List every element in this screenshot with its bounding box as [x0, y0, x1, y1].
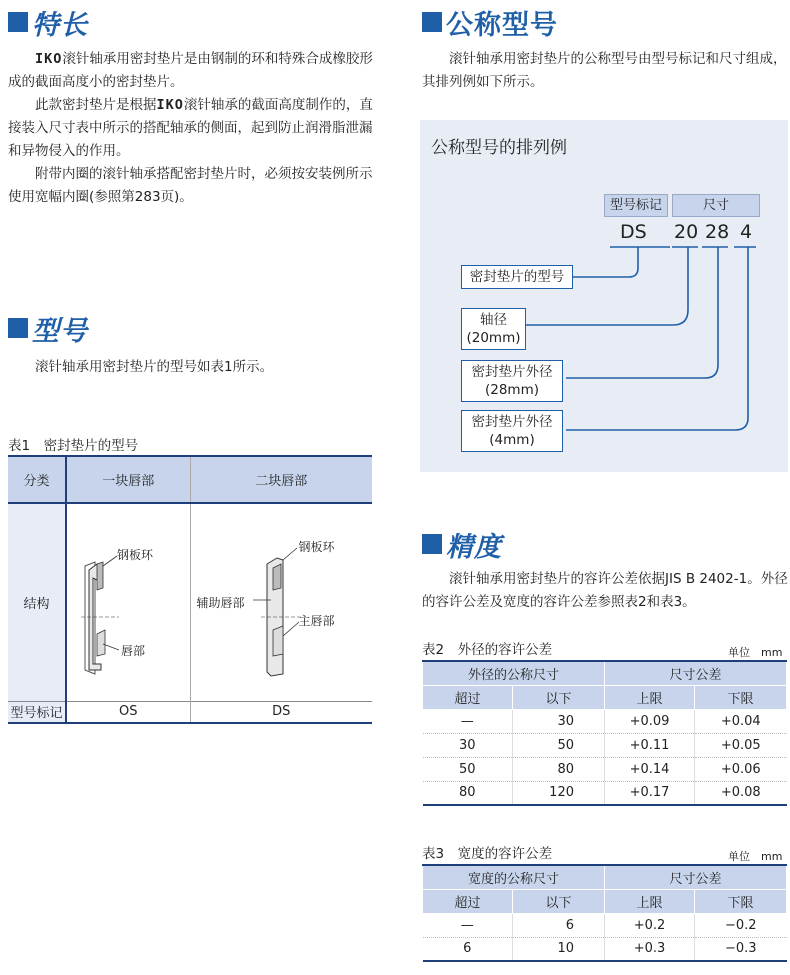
table-cell: 10 — [513, 937, 605, 961]
code-28: 28 — [705, 221, 730, 243]
heading-square-icon — [422, 12, 442, 32]
t1-code-double: DS — [190, 701, 372, 723]
t2-h-over: 超过 — [423, 685, 513, 709]
table-cell: 80 — [513, 757, 605, 781]
table-cell: +0.11 — [605, 733, 695, 757]
table-cell: +0.09 — [605, 709, 695, 733]
iko-logo: IKO — [35, 51, 63, 67]
table-cell: +0.2 — [605, 913, 695, 937]
panel-title: 公称型号的排列例 — [431, 138, 567, 158]
table1-caption: 表1 密封垫片的型号 — [8, 438, 139, 454]
table-cell: 50 — [423, 757, 513, 781]
t3-h-incl: 以下 — [513, 889, 605, 913]
table-row — [423, 709, 787, 733]
label-lip: 唇部 — [121, 644, 146, 658]
t2-h-nominal: 外径的公称尺寸 — [423, 661, 605, 685]
accuracy-text: 滚针轴承用密封垫片的容许公差依据JIS B 2402-1。外径的容许公差及宽度的容许公差参照表2和表3。 — [422, 571, 788, 610]
table-cell: 80 — [423, 781, 513, 805]
nominal-heading: 公称型号 — [422, 4, 558, 40]
table-cell: — — [423, 913, 513, 937]
table-cell: 50 — [513, 733, 605, 757]
features-p2: 此款密封垫片是根据IKO滚针轴承的截面高度制作的，直接装入尺寸表中所示的搭配轴承的侧面，起到防止润滑脂泄漏和异物侵入的作用。 — [8, 97, 373, 159]
features-p1: IKO滚针轴承用密封垫片是由钢制的环和特殊合成橡胶形成的截面高度小的密封垫片。 — [8, 51, 373, 90]
t2-h-upper: 上限 — [605, 685, 695, 709]
t2-h-tol: 尺寸公差 — [605, 661, 787, 685]
table3-caption: 表3 宽度的容许公差 — [422, 846, 553, 862]
nominal-example-panel — [420, 120, 788, 472]
heading-square-icon — [422, 534, 442, 554]
table-cell: +0.14 — [605, 757, 695, 781]
t1-col-double: 二块唇部 — [190, 456, 372, 503]
table-cell: 120 — [513, 781, 605, 805]
tag-size: 尺寸 — [672, 194, 760, 217]
t3-h-tol: 尺寸公差 — [605, 865, 787, 889]
table2-unit: 单位 mm — [728, 646, 783, 659]
table-cell: −0.2 — [695, 913, 787, 937]
features-p3: 附带内圈的滚针轴承搭配密封垫片时，必须按安装例所示使用宽幅内圈(参照第283页)。 — [8, 166, 373, 205]
tag-model: 型号标记 — [604, 194, 668, 217]
t2-h-lower: 下限 — [695, 685, 787, 709]
code-ds: DS — [620, 221, 647, 243]
table-cell: −0.3 — [695, 937, 787, 961]
table-cell: +0.17 — [605, 781, 695, 805]
features-text — [8, 48, 376, 209]
label-main-lip: 主唇部 — [298, 614, 335, 628]
t1-col-category: 分类 — [8, 456, 66, 503]
nominal-text: 滚针轴承用密封垫片的公称型号由型号标记和尺寸组成，其排列例如下所示。 — [422, 51, 787, 90]
table-cell: 30 — [513, 709, 605, 733]
t1-double-diagram — [190, 503, 372, 701]
table1 — [8, 455, 372, 724]
box-seal-model: 密封垫片的型号 — [461, 265, 573, 289]
heading-square-icon — [8, 12, 28, 32]
table-cell: — — [423, 709, 513, 733]
t3-h-over: 超过 — [423, 889, 513, 913]
code-4: 4 — [740, 221, 753, 243]
table-row — [423, 913, 787, 937]
table-row — [423, 733, 787, 757]
table-cell: +0.04 — [695, 709, 787, 733]
box-shaft-dia: 轴径 (20mm) — [461, 308, 526, 350]
single-lip-seal-diagram — [67, 504, 191, 702]
label-steel-ring: 钢板环 — [117, 548, 154, 562]
t1-col-single: 一块唇部 — [66, 456, 190, 503]
t1-row-code: 型号标记 — [8, 701, 66, 723]
t1-single-diagram — [66, 503, 190, 701]
t3-h-nominal: 宽度的公称尺寸 — [423, 865, 605, 889]
table3 — [422, 864, 787, 962]
heading-square-icon — [8, 318, 28, 338]
t3-h-upper: 上限 — [605, 889, 695, 913]
label-steel-ring2: 钢板环 — [298, 540, 335, 554]
table2 — [422, 660, 787, 806]
t3-h-lower: 下限 — [695, 889, 787, 913]
table-cell: +0.05 — [695, 733, 787, 757]
model-text: 滚针轴承用密封垫片的型号如表1所示。 — [35, 359, 274, 375]
accuracy-heading: 精度 — [422, 526, 502, 562]
t1-row-structure: 结构 — [8, 503, 66, 701]
table-cell: 6 — [423, 937, 513, 961]
box-outer-dia: 密封垫片外径 (28mm) — [461, 360, 563, 402]
code-20: 20 — [674, 221, 699, 243]
model-heading: 型号 — [8, 310, 88, 346]
table-row — [423, 781, 787, 805]
table-cell: +0.06 — [695, 757, 787, 781]
label-aux-lip: 辅助唇部 — [196, 596, 245, 610]
table-row — [423, 937, 787, 961]
table2-caption: 表2 外径的容许公差 — [422, 642, 553, 658]
table-cell: 30 — [423, 733, 513, 757]
table-cell: +0.08 — [695, 781, 787, 805]
t2-h-incl: 以下 — [513, 685, 605, 709]
table3-unit: 单位 mm — [728, 850, 783, 863]
iko-logo: IKO — [156, 97, 184, 113]
t1-code-single: OS — [66, 701, 190, 723]
table-cell: +0.3 — [605, 937, 695, 961]
table-cell: 6 — [513, 913, 605, 937]
features-heading: 特长 — [8, 4, 88, 40]
box-width: 密封垫片外径 (4mm) — [461, 410, 563, 452]
table-row — [423, 757, 787, 781]
